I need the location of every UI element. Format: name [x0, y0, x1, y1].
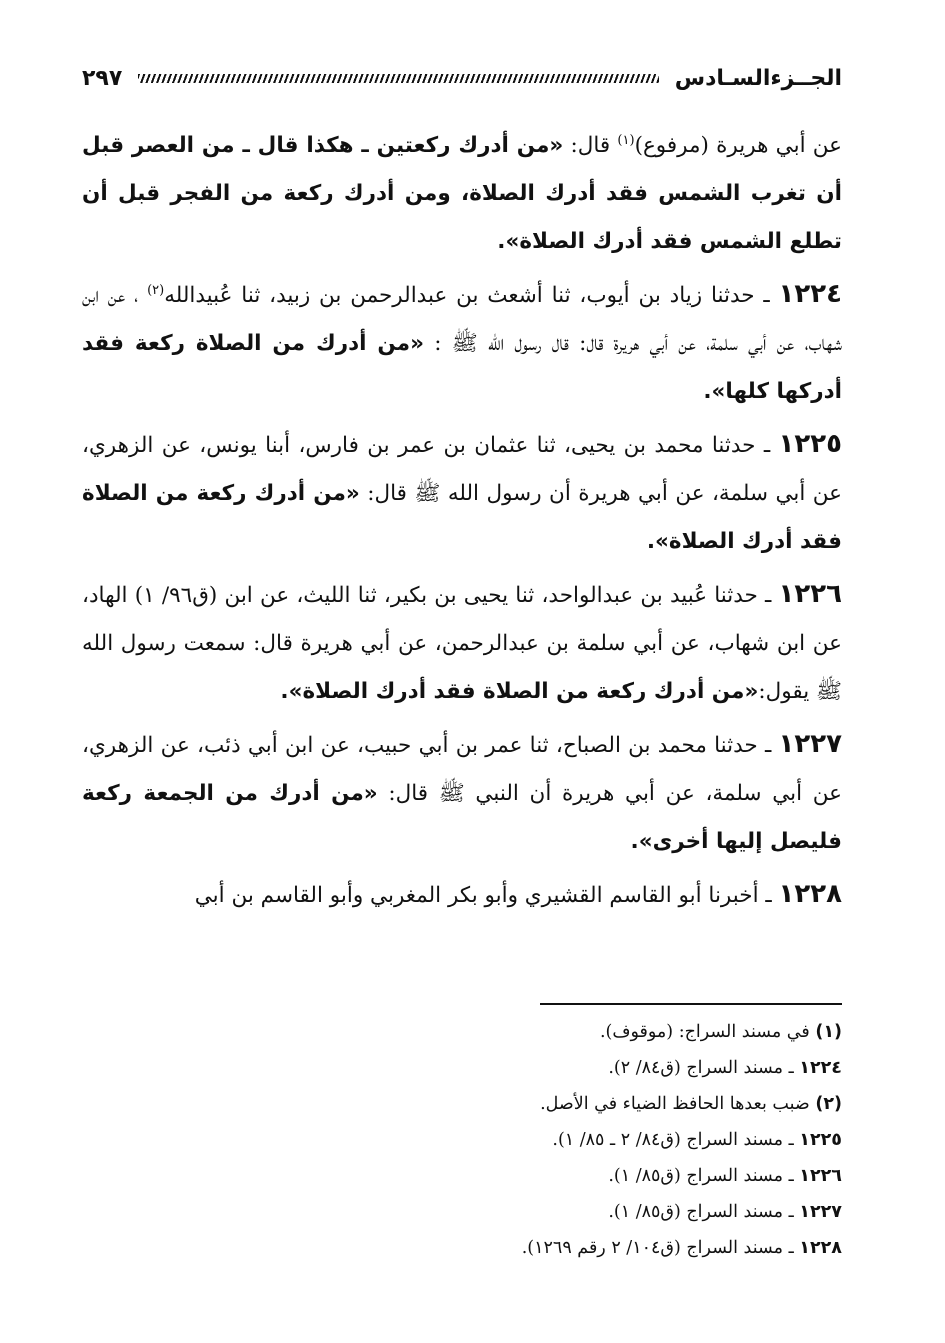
- footnote: [82, 1230, 842, 1266]
- footnote: [82, 1050, 842, 1086]
- hadith-quote: «من أدرك من الجمعة ركعة فليصل إليها أخرى».: [82, 781, 842, 854]
- footnote-ref: (٢): [147, 282, 165, 298]
- footnote-text: ـ مسند السراج (ق٨٥/ ١).: [608, 1202, 800, 1222]
- page-header: [82, 58, 842, 98]
- footnote: [82, 1086, 842, 1122]
- hadith-quote: «من أدرك ركعتين ـ هكذا قال ـ من العصر قبل أن تغرب الشمس فقد أدرك الصلاة، ومن أدرك ركعة من الفجر قبل أن تطلع الشمس فقد أدرك الصلاة».: [82, 133, 842, 254]
- para-text: ـ حدثنا محمد بن الصباح، ثنا عمر بن أبي حبيب، عن ابن أبي ذئب، عن الزهري، عن أبي سلمة، عن أبي هريرة أن النبي ﷺ قال:: [82, 733, 842, 806]
- paragraph: [82, 720, 842, 866]
- footnote: [82, 1014, 842, 1050]
- paragraph: [82, 270, 842, 416]
- para-text: ـ حدثنا محمد بن يحيى، ثنا عثمان بن عمر بن فارس، أبنا يونس، عن الزهري، عن أبي سلمة، عن أبي هريرة أن رسول الله ﷺ قال:: [82, 433, 842, 506]
- footnote-text: ـ مسند السراج (ق٨٤/ ٢ ـ ٨٥/ ١).: [552, 1130, 800, 1150]
- footnote-text: ضبب بعدها الحافظ الضياء في الأصل.: [540, 1094, 816, 1114]
- hadith-number: ١٢٢٥: [778, 429, 842, 459]
- header-rule: [138, 74, 658, 83]
- footnote-text: ـ مسند السراج (ق٨٥/ ١).: [608, 1166, 800, 1186]
- footnote-separator: [540, 1003, 842, 1005]
- footnote-text: ـ مسند السراج (ق١٠٤/ ٢ رقم ١٢٦٩).: [521, 1238, 800, 1258]
- footnote-number: (١): [815, 1022, 842, 1042]
- footnote-number: ١٢٢٤: [799, 1058, 842, 1078]
- footnote-number: ١٢٢٨: [799, 1238, 842, 1258]
- hadith-number: ١٢٢٧: [778, 729, 842, 759]
- footnote-ref: (١): [617, 132, 635, 148]
- paragraph: [82, 420, 842, 566]
- footnote-number: ١٢٢٧: [799, 1202, 842, 1222]
- footnote-number: ١٢٢٦: [799, 1166, 842, 1186]
- paragraph: [82, 870, 842, 920]
- footnote: [82, 1194, 842, 1230]
- paragraph: [82, 570, 842, 716]
- footnote-number: ١٢٢٥: [799, 1130, 842, 1150]
- footnote-text: في مسند السراج: (موقوف).: [599, 1022, 816, 1042]
- para-text: عن أبي هريرة (مرفوع): [634, 133, 842, 158]
- para-text: ، عن ابن شهاب، عن أبي سلمة، عن أبي هريرة قال: قال رسول الله ﷺ :: [82, 283, 842, 356]
- hadith-quote: «من أدرك من الصلاة ركعة فقد أدركها كلها».: [82, 331, 842, 404]
- hadith-number: ١٢٢٨: [778, 879, 842, 909]
- para-text: ـ أخبرنا أبو القاسم القشيري وأبو بكر المغربي وأبو القاسم بن أبي: [194, 883, 779, 908]
- hadith-quote: «من أدرك ركعة من الصلاة فقد أدرك الصلاة».: [280, 679, 759, 704]
- footnote: [82, 1158, 842, 1194]
- para-text: قال:: [563, 133, 618, 158]
- main-text: [82, 122, 842, 924]
- running-head: الجــزءالسـادس: [674, 65, 842, 91]
- hadith-number: ١٢٢٦: [778, 579, 842, 609]
- footnote-text: ـ مسند السراج (ق٨٤/ ٢).: [608, 1058, 800, 1078]
- footnote-number: (٢): [815, 1094, 842, 1114]
- hadith-quote: «من أدرك ركعة من الصلاة فقد أدرك الصلاة».: [82, 481, 842, 554]
- para-text: ـ حدثنا زياد بن أيوب، ثنا أشعث بن عبدالرحمن بن زبيد، ثنا عُبيدالله: [164, 283, 779, 308]
- para-text: ـ حدثنا عُبيد بن عبدالواحد، ثنا يحيى بن بكير، ثنا الليث، عن ابن (ق٩٦/ ١) الهاد، عن ابن شهاب، عن أبي سلمة بن عبدالرحمن، عن أبي هريرة قال: سمعت رسول الله ﷺ يقول:: [82, 583, 842, 704]
- hadith-number: ١٢٢٤: [778, 279, 842, 309]
- paragraph: [82, 122, 842, 266]
- page-number: ٢٩٧: [82, 65, 123, 91]
- footnote: [82, 1122, 842, 1158]
- footnotes: [82, 1014, 842, 1266]
